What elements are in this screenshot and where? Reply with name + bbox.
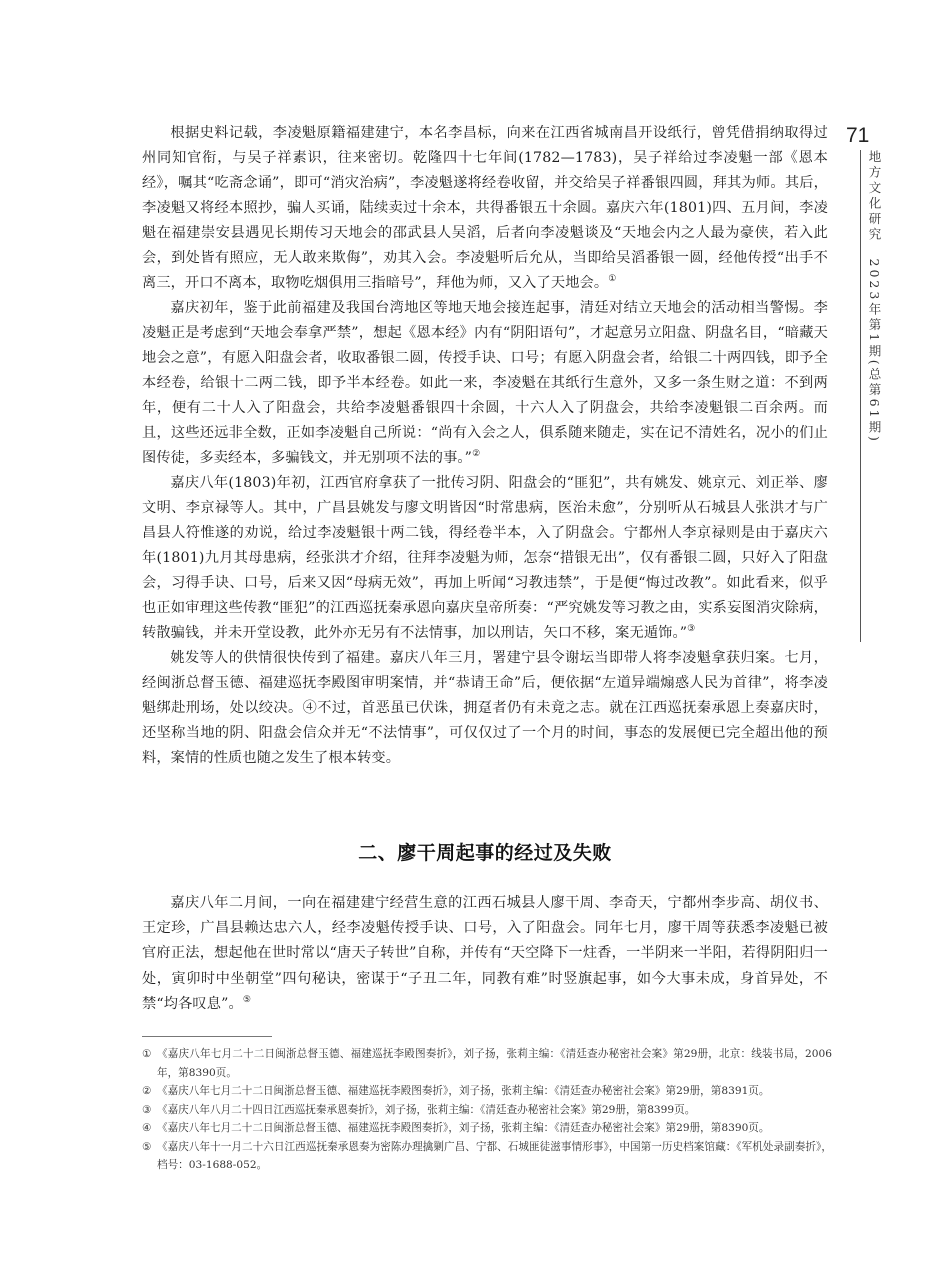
footnote-mark: ② <box>142 1085 152 1097</box>
paragraph-text: 根据史料记载，李凌魁原籍福建建宁，本名李昌标，向来在江西省城南昌开设纸行，曾凭借捐纳取得过州同知官衔，与吴子祥素识，往来密切。乾隆四十七年间(1782—1783)，吴子祥给过李凌魁一部《恩本经》，嘱其“吃斋念诵”，即可“消灾治病”，李凌魁遂将经卷收留，并交给吴子祥番银四圆，拜其为师。其后，李凌魁又将经本照抄，骗人买诵，陆续卖过十余本，共得番银五十余圆。嘉庆六年(1801)四、五月间，李凌魁在福建崇安县遇见长期传习天地会的邵武县人吴滔，后者向李凌魁谈及“天地会内之人最为豪侠，若入此会，到处皆有照应，无人敢来欺侮”，劝其入会。李凌魁听后允从，当即给吴滔番银一圆，经他传授“出手不离三，开口不离本，取物吃烟俱用三指暗号”，拜他为师，又入了天地会。 <box>142 125 828 291</box>
footnote-3 <box>142 1101 832 1120</box>
section-paragraph-1 <box>142 891 828 1017</box>
paragraph-text: 姚发等人的供情很快传到了福建。嘉庆八年三月，署建宁县令谢坛当即带人将李凌魁拿获归案。七月，经闽浙总督玉德、福建巡抚李殿图审明案情，并“恭请王命”后，便依据“左道异端煽惑人民为首律”，将李凌魁绑赴刑场，处以绞决。④不过，首恶虽已伏诛，拥趸者仍有未竟之志。就在江西巡抚秦承恩上奏嘉庆时，还坚称当地的阴、阳盘会信众并无“不法情事”，可仅仅过了一个月的时间，事态的发展便已完全超出他的预料，案情的性质也随之发生了根本转变。 <box>142 650 828 766</box>
footnotes <box>142 1045 832 1175</box>
paragraph-1 <box>142 121 828 296</box>
footnote-ref: ③ <box>687 624 696 634</box>
page-number: 71 <box>846 124 870 147</box>
footnote-4 <box>142 1119 832 1138</box>
footnote-text: 《嘉庆八年七月二十二日闽浙总督玉德、福建巡抚李殿图奏折》，刘子扬，张莉主编：《清廷查办秘密社会案》第29册，第8390页。 <box>157 1122 770 1134</box>
footnote-text: 《嘉庆八年八月二十四日江西巡抚秦承恩奏折》，刘子扬，张莉主编：《清廷查办秘密社会案》第29册，第8399页。 <box>157 1103 696 1116</box>
journal-side-label: 地方文化研究 2023年第1期(总第61期) <box>867 150 882 444</box>
footnote-ref: ① <box>608 274 617 284</box>
paragraph-text: 嘉庆八年二月间，一向在福建建宁经营生意的江西石城县人廖干周、李奇天，宁都州李步高、胡仪书、王定珍，广昌县赖达忠六人，经李凌魁传授手诀、口号，入了阳盘会。同年七月，廖干周等获悉李凌魁已被官府正法，想起他在世时常以“唐天子转世”自称，并传有“天空降下一炷香，一半阴来一半阳，若得阴阳归一处，寅卯时中坐朝堂”四句秘诀，密谋于“子丑二年，同教有难”时竖旗起事，如今大事未成，身首异处，不禁“均各叹息”。 <box>142 895 828 1012</box>
paragraph-2 <box>142 296 828 471</box>
side-divider <box>860 150 861 642</box>
footnote-divider <box>142 1036 272 1037</box>
footnote-text: 《嘉庆八年七月二十二日闽浙总督玉德、福建巡抚李殿图奏折》，刘子扬，张莉主编：《清廷查办秘密社会案》第29册，第8391页。 <box>157 1085 770 1097</box>
footnote-1 <box>142 1045 832 1082</box>
paragraph-4 <box>142 646 828 771</box>
section-heading: 二、廖干周起事的经过及失败 <box>358 842 612 864</box>
footnote-mark: ⑤ <box>142 1140 152 1153</box>
body-text <box>142 121 828 771</box>
paragraph-text: 嘉庆初年，鉴于此前福建及我国台湾地区等地天地会接连起事，清廷对结立天地会的活动相当警惕。李凌魁正是考虑到“天地会奉拿严禁”，想起《恩本经》内有“阴阳语句”，才起意另立阳盘、阴盘名目，“暗藏天地会之意”，有愿入阳盘会者，收取番银二圆，传授手诀、口号；有愿入阴盘会者，给银二十两四钱，即予全本经卷，给银十二两二钱，即予半本经卷。如此一来，李凌魁在其纸行生意外，又多一条生财之道：不到两年，便有二十人入了阳盘会，共给李凌魁番银四十余圆，十六人入了阴盘会，共给李凌魁银二百余两。而且，这些还远非全数，正如李凌魁自己所说：“尚有入会之人，俱系随来随走，实在记不清姓名，况小的们止图传徒，多卖经本，多骗钱文，并无别项不法的事。” <box>142 300 828 466</box>
footnote-mark: ① <box>142 1048 152 1060</box>
section-body-text <box>142 891 828 1017</box>
footnote-5 <box>142 1138 832 1175</box>
paragraph-3 <box>142 471 828 646</box>
footnote-ref: ⑤ <box>242 994 252 1005</box>
footnote-mark: ③ <box>142 1103 152 1116</box>
footnote-mark: ④ <box>142 1122 152 1134</box>
footnote-text: 《嘉庆八年十一月二十六日江西巡抚秦承恩奏为密陈办理擒剿广昌、宁都、石城匪徒滋事情形事》，中国第一历史档案馆藏：《军机处录副奏折》，档号：03-1688-052。 <box>157 1140 832 1171</box>
paragraph-text: 嘉庆八年(1803)年初，江西官府拿获了一批传习阴、阳盘会的“匪犯”，共有姚发、姚京元、刘正举、廖文明、李京禄等人。其中，广昌县姚发与廖文明皆因“时常患病，医治未愈”，分别听从石城县人张洪才与广昌县人符惟遂的劝说，给过李凌魁银十两二钱，得经卷半本，入了阴盘会。宁都州人李京禄则是由于嘉庆六年(1801)九月其母患病，经张洪才介绍，往拜李凌魁为师，怎奈“措银无出”，仅有番银二圆，只好入了阳盘会，习得手诀、口号，后来又因“母病无效”，再加上听闻“习教违禁”，于是便“悔过改教”。如此看来，似乎也正如审理这些传教“匪犯”的江西巡抚秦承恩向嘉庆皇帝所奏：“严究姚发等习教之由，实系妄图消灾除病，转散骗钱，并未开堂设教，此外亦无另有不法情事，加以刑诘，矢口不移，案无遁饰。” <box>142 475 828 641</box>
footnote-ref: ② <box>472 449 481 459</box>
footnote-text: 《嘉庆八年七月二十二日闽浙总督玉德、福建巡抚李殿图奏折》，刘子扬，张莉主编：《清廷查办秘密社会案》第29册，北京：线装书局，2006年，第8390页。 <box>157 1048 832 1079</box>
footnote-2 <box>142 1082 832 1101</box>
